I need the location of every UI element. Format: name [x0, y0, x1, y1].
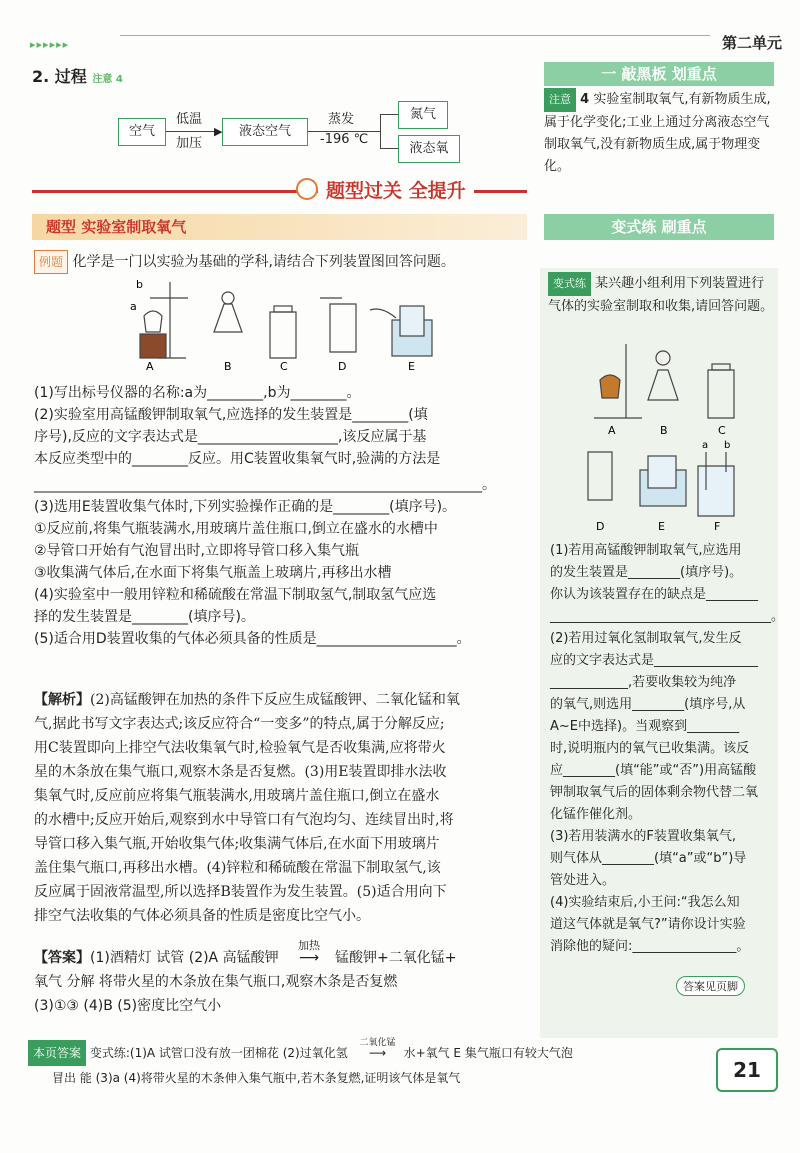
apparatus-label-b: b [136, 278, 143, 291]
flow-nitrogen: 氮气 [398, 101, 448, 129]
variant-label-A: A [608, 424, 616, 437]
flow-arrowhead-1: ▶ [214, 125, 223, 138]
right-note [544, 88, 776, 178]
apparatus-label-D: D [338, 360, 347, 372]
flow-liquid-oxygen: 液态氧 [398, 135, 460, 163]
variant-q3a: (3)若用装满水的F装置收集氧气, [550, 829, 737, 844]
analysis-line-0 [34, 688, 534, 712]
analysis-line-9: 排空气法收集的气体必须具备的性质是密度比空气小。 [34, 908, 370, 924]
variant-q2i: 化锰作催化剂。 [550, 807, 642, 822]
variant-questions [550, 540, 785, 958]
variant-q2g: 应________(填“能”或“否”)用高锰酸 [550, 763, 757, 778]
flow-cond-evaporate: 蒸发 [328, 112, 355, 127]
flow-liquid-air: 液态空气 [222, 118, 308, 146]
example-q4a: (4)实验室中一般用锌粒和稀硫酸在常温下制取氢气,制取氢气应选 [34, 587, 437, 603]
answer-label: 【答案】 [34, 950, 90, 966]
note-text: 实验室制取氧气,有新物质生成,属于化学变化;工业上通过分离液态空气制取氧气,没有新物质生成,属于物理变化。 [544, 92, 771, 174]
right-banner-emphasis: 一 敲黑板 划重点 [544, 62, 774, 86]
variant-q3c: 管处进入。 [550, 873, 616, 888]
variant-q3b: 则气体从________(填“a”或“b”)导 [550, 851, 747, 866]
variant-q2f: 时,说明瓶内的氧气已收集满。该反 [550, 741, 750, 756]
answer-link-badge [676, 976, 745, 996]
section-title-text: 2. 过程 [32, 67, 87, 86]
variant-intro-text: 某兴趣小组利用下列装置进行气体的实验室制取和收集,请回答问题。 [548, 276, 774, 314]
answer-arrow: 加热 ⟶ [283, 946, 335, 970]
variant-label-F: F [714, 520, 721, 533]
topic-banner [32, 214, 527, 240]
example-q2c: 本反应类型中的________反应。用C装置收集氧气时,验满的方法是 [34, 451, 441, 467]
analysis-line-7: 盖住集气瓶口,再移出水槽。(4)锌粒和稀硫酸在常温下制取氢气,该 [34, 860, 441, 876]
example-q3-1: ①反应前,将集气瓶装满水,用玻璃片盖住瓶口,倒立在盛水的水槽中 [34, 521, 438, 537]
example-tag: 例题 [34, 250, 68, 274]
flow-branch-up [380, 114, 398, 115]
variant-label-C: C [718, 424, 726, 437]
page-number: 21 [716, 1048, 778, 1092]
variant-q2c: ____________,若要收集较为纯净 [550, 675, 737, 690]
footer-label: 本页答案 [28, 1040, 86, 1066]
flow-cond-low-temp: 低温 [176, 112, 203, 127]
analysis-line-6: 导管口移入集气瓶,开始收集气体;收集满气体后,在水面下用玻璃片 [34, 836, 440, 852]
apparatus-label-A: A [146, 360, 154, 372]
variant-q2b: 应的文字表达式是________________ [550, 653, 759, 668]
answer-arrow-cond: 加热 [298, 939, 321, 952]
footer-text-1a: 变式练:(1)A 试管口没有放一团棉花 (2)过氧化氢 [89, 1046, 348, 1060]
swirl-icon [296, 178, 318, 200]
unit-label: 第二单元 [721, 34, 782, 52]
variant-label-a: a [702, 440, 709, 451]
example-q5: (5)适合用D装置收集的气体必须具备的性质是____________________。 [34, 631, 471, 647]
flow-arrow-1 [166, 131, 220, 132]
variant-intro [548, 272, 774, 318]
variant-q2e: A~E中选择)。当观察到________ [550, 719, 740, 734]
answer-line-3: (3)①③ (4)B (5)密度比空气小 [34, 998, 222, 1014]
variant-label-D: D [596, 520, 605, 533]
example-questions [34, 382, 534, 650]
flow-cond-pressure: 加压 [176, 136, 203, 151]
variant-label-E: E [658, 520, 665, 533]
apparatus-label-E: E [408, 360, 415, 372]
section-title [32, 64, 123, 87]
answer-link-text: 答案见页脚 [683, 980, 738, 993]
apparatus-label-B: B [224, 360, 232, 372]
note-label: 注意 [544, 88, 576, 112]
variant-q1a: (1)若用高锰酸钾制取氧气,应选用 [550, 543, 742, 558]
footer-arrow-cond: 二氧化锰 [359, 1038, 396, 1048]
footer-text-1b: 水+氧气 E 集气瓶口有较大气泡 [403, 1046, 573, 1060]
variant-label-b: b [724, 440, 731, 451]
analysis-line-1: 气,据此书写文字表达式;该反应符合“一变多”的特点,属于分解反应; [34, 716, 445, 732]
analysis-label: 【解析】 [34, 692, 90, 708]
flow-cond-temp: -196 ℃ [320, 132, 369, 147]
flow-arrow-2 [308, 131, 380, 132]
main-banner-title: 题型过关 全提升 [318, 176, 474, 203]
analysis-line-4: 集氧气时,反应前应将集气瓶装满水,用玻璃片盖住瓶口,倒立在盛水 [34, 788, 440, 804]
footer-arrow: 二氧化锰 ⟶ [352, 1041, 404, 1065]
variant-q2h: 钾制取氧气后的固体剩余物代替二氧 [550, 785, 759, 800]
example-q2d: ________________________________________________________________。 [34, 477, 496, 493]
header-dots: ▸▸▸▸▸▸ [30, 38, 70, 51]
answer-block [34, 939, 534, 1018]
variant-q1d: __________________________________。 [550, 609, 785, 624]
variant-label-B: B [660, 424, 668, 437]
footer-line-1 [28, 1040, 698, 1066]
variant-tag: 变式练 [548, 272, 591, 296]
example-q3-3: ③收集满气体后,在水面下将集气瓶盖上玻璃片,再移出水槽 [34, 565, 392, 581]
answer-line-1 [34, 939, 534, 970]
flow-branch-down [380, 148, 398, 149]
variant-banner: 变式练 刷重点 [544, 214, 774, 240]
flow-branch [380, 114, 381, 148]
analysis-line-5: 的水槽中;反应开始后,观察到水中导管口有气泡均匀、连续冒出时,将 [34, 812, 454, 828]
variant-q1c: 你认为该装置存在的缺点是________ [550, 587, 759, 602]
analysis-line-3: 星的木条放在集气瓶口,观察木条是否复燃。(3)用E装置即排水法收 [34, 764, 447, 780]
answer-line-2: 氧气 分解 将带火星的木条放在集气瓶口,观察木条是否复燃 [34, 974, 398, 990]
variant-q4b: 道这气体就是氧气?”请你设计实验 [550, 917, 746, 932]
example-q1: (1)写出标号仪器的名称:a为________,b为________。 [34, 385, 361, 401]
section-note: 注意 4 [92, 74, 123, 85]
variant-q1b: 的发生装置是________(填序号)。 [550, 565, 743, 580]
answer-text-1a: (1)酒精灯 试管 (2)A 高锰酸钾 [90, 950, 279, 966]
example-q3: (3)选用E装置收集气体时,下列实验操作正确的是________(填序号)。 [34, 499, 457, 515]
note-number: 4 [580, 92, 590, 107]
variant-q4c: 消除他的疑问:________________。 [550, 939, 750, 954]
example-intro-text: 化学是一门以实验为基础的学科,请结合下列装置图回答问题。 [72, 254, 455, 270]
analysis-block [34, 688, 534, 928]
footer-line-2: 冒出 能 (3)a (4)将带火星的木条伸入集气瓶中,若木条复燃,证明该气体是氧气 [52, 1071, 461, 1085]
apparatus-label-a: a [130, 300, 137, 313]
variant-q2a: (2)若用过氧化氢制取氧气,发生反 [550, 631, 742, 646]
flow-air: 空气 [118, 118, 166, 146]
example-q4b: 择的发生装置是________(填序号)。 [34, 609, 255, 625]
topic-banner-text: 题型 实验室制取氧气 [46, 218, 187, 236]
apparatus-label-C: C [280, 360, 288, 372]
analysis-line-2: 用C装置即向上排空气法收集氧气时,检验氧气是否收集满,应将带火 [34, 740, 446, 756]
apparatus-diagram-variant [586, 340, 766, 540]
apparatus-diagram-main [120, 276, 450, 372]
example-q2a: (2)实验室用高锰酸钾制取氧气,应选择的发生装置是________(填 [34, 407, 428, 423]
header-rule [120, 35, 710, 36]
example-intro [34, 250, 529, 274]
variant-q2d: 的氧气,则选用________(填序号,从 [550, 697, 746, 712]
footer-answers [28, 1040, 698, 1104]
variant-q4a: (4)实验结束后,小王问:“我怎么知 [550, 895, 740, 910]
example-q3-2: ②导管口开始有气泡冒出时,立即将导管口移入集气瓶 [34, 543, 359, 559]
analysis-text-0: (2)高锰酸钾在加热的条件下反应生成锰酸钾、二氧化锰和氧 [90, 692, 460, 708]
analysis-line-8: 反应属于固液常温型,所以选择B装置作为发生装置。(5)适合用向下 [34, 884, 447, 900]
example-q2b: 序号),反应的文字表达式是____________________,该反应属于基 [34, 429, 427, 445]
answer-text-1b: 锰酸钾+二氧化锰+ [335, 950, 457, 966]
